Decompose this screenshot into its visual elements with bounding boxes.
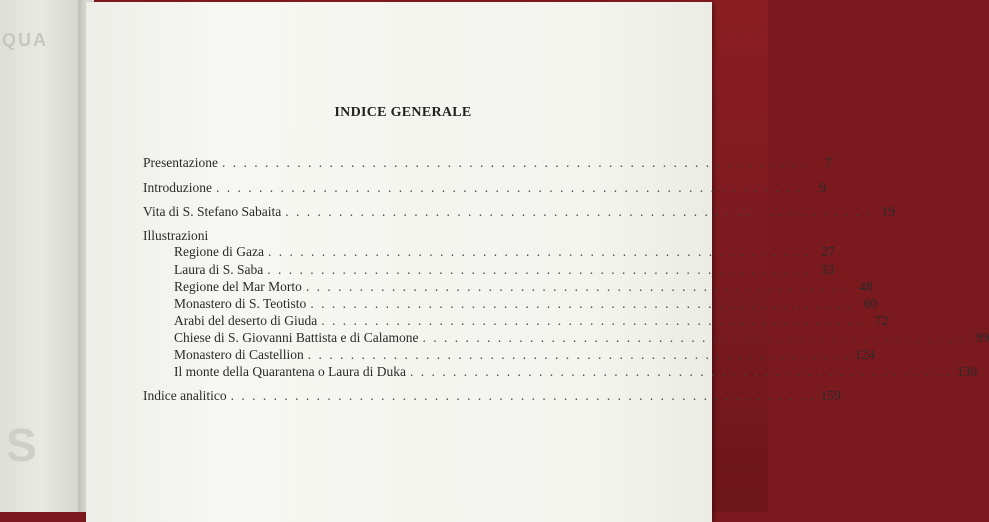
toc-entry	[143, 155, 832, 173]
toc-entry	[143, 180, 826, 198]
toc-subentry-page: 33	[820, 262, 835, 277]
leader-dots: . . . . . . . . . . . . . . . . . . . . . . . . . . . . . . . . . . . . . . . . . . . . . . . . . . .	[305, 279, 849, 294]
leader-dots: . . . . . . . . . . . . . . . . . . . . . . . . . . . . . . . . . . . . . . . . . . . . . . . . . . . . . . .	[285, 204, 872, 219]
toc-subentry-label: Monastero di Castellion	[174, 347, 304, 362]
toc-subentry	[174, 313, 889, 331]
toc-entry-label: Introduzione	[143, 180, 212, 195]
toc-subentry-page: 124	[854, 347, 875, 362]
left-page-fragment: QUA	[2, 30, 48, 50]
leader-dots: . . . . . . . . . . . . . . . . . . . . . . . . . . . . . . . . . . . . . . . . . . . . . . . . . . .	[410, 364, 953, 379]
leader-dots: . . . . . . . . . . . . . . . . . . . . . . . . . . . . . . . . . . . . . . . . . . . . . . . . . . .	[422, 330, 966, 345]
toc-subentry-page: 99	[975, 330, 989, 345]
page-content	[86, 2, 989, 522]
toc-entry-page: 9	[819, 180, 826, 195]
toc-entry	[143, 204, 896, 222]
toc-subentry	[174, 296, 878, 314]
toc-subentry-page: 27	[821, 244, 835, 259]
toc-entry-page: 159	[820, 388, 841, 403]
toc-subentry-page: 130	[956, 364, 978, 379]
toc-subentry	[174, 262, 835, 280]
leader-dots: . . . . . . . . . . . . . . . . . . . . . . . . . . . . . . . . . . . . . . . . . . . . . . . . . . .	[267, 244, 811, 259]
toc-subentry-page: 60	[863, 296, 878, 311]
toc-subentry-label: Regione di Gaza	[174, 244, 264, 259]
right-page	[86, 2, 989, 522]
toc-subentry-label: Il monte della Quarantena o Laura di Duka	[174, 364, 407, 379]
toc-subentry	[174, 330, 989, 348]
leader-dots: . . . . . . . . . . . . . . . . . . . . . . . . . . . . . . . . . . . . . . . . . . . . . . . . . . .	[307, 347, 851, 362]
left-page-big-letter: S	[6, 419, 37, 471]
toc-subentry	[174, 279, 873, 297]
toc-subentry-page: 72	[874, 313, 889, 328]
leader-dots: . . . . . . . . . . . . . . . . . . . . . . . . . . . . . . . . . . . . . . . . . . . . . . . . . . .	[267, 262, 811, 277]
leader-dots: . . . . . . . . . . . . . . . . . . . . . . . . . . . . . . . . . . . . . . . . . . . . . . . . . . . . . . .	[230, 388, 817, 403]
toc-subentry	[174, 244, 835, 262]
toc-entry-label: Indice analitico	[143, 388, 227, 403]
toc-entry-label: Presentazione	[143, 155, 218, 170]
toc-subentry-page: 48	[859, 279, 873, 294]
toc-subentry-label: Laura di S. Saba	[174, 262, 264, 277]
page-title: INDICE GENERALE	[334, 105, 472, 120]
toc-subentry	[174, 364, 978, 382]
leader-dots: . . . . . . . . . . . . . . . . . . . . . . . . . . . . . . . . . . . . . . . . . . . . . . . . . . . . . . .	[221, 155, 808, 170]
leader-dots: . . . . . . . . . . . . . . . . . . . . . . . . . . . . . . . . . . . . . . . . . . . . . . . . . . .	[321, 313, 865, 328]
left-page	[0, 0, 83, 512]
toc-entry	[143, 388, 841, 406]
toc-entry-page: 19	[881, 204, 896, 219]
toc-subentry-label: Regione del Mar Morto	[174, 279, 302, 294]
leader-dots: . . . . . . . . . . . . . . . . . . . . . . . . . . . . . . . . . . . . . . . . . . . . . . . . . . .	[310, 296, 854, 311]
illustrations-heading: Illustrazioni	[143, 228, 209, 243]
leader-dots: . . . . . . . . . . . . . . . . . . . . . . . . . . . . . . . . . . . . . . . . . . . . . . . . . . . . . . .	[215, 180, 802, 195]
toc-subentry-label: Chiese di S. Giovanni Battista e di Calamone	[174, 330, 419, 345]
toc-subentry	[174, 347, 875, 365]
toc-entry-page: 7	[825, 155, 832, 170]
toc-subentry-label: Monastero di S. Teotisto	[174, 296, 307, 311]
toc-subentry-label: Arabi del deserto di Giuda	[174, 313, 318, 328]
toc-entry-label: Vita di S. Stefano Sabaita	[143, 204, 282, 219]
